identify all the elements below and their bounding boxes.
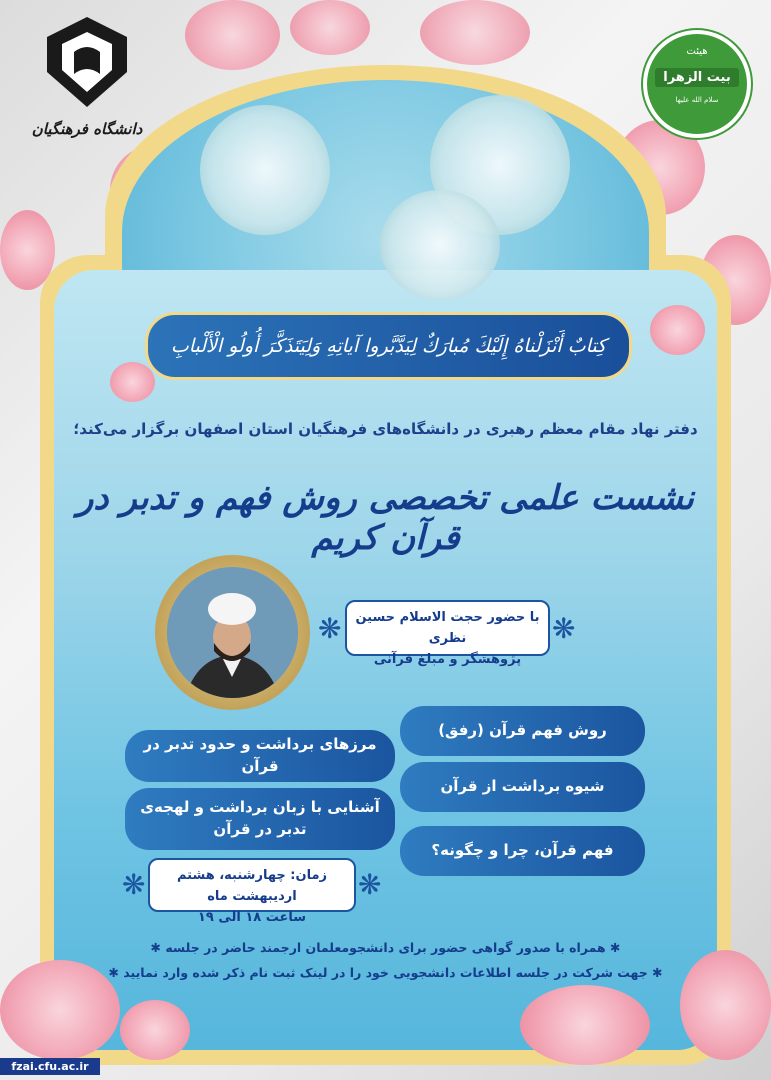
blossom-decoration [650, 305, 705, 355]
topic-pill: آشنایی با زبان برداشت و لهجه‌ی تدبر در قرآن [125, 788, 395, 850]
blossom-decoration [120, 1000, 190, 1060]
star-icon: ✱ [150, 940, 166, 955]
ornament-right: ❋ [358, 868, 382, 901]
pale-flower-decoration [200, 105, 330, 235]
quran-verse-banner: کِتابٌ أَنْزَلْناهُ إِلَیْكَ مُبارَكٌ لِیَدَّبَّروا آیاتِهِ وَلِیَتَذَکَّرَ أُولُو الْأَلْبابِ [145, 312, 632, 380]
book-emblem-icon [42, 12, 132, 112]
topic-pill: فهم قرآن، چرا و چگونه؟ [400, 826, 645, 876]
blossom-decoration [420, 0, 530, 65]
speaker-name: با حضور حجت الاسلام حسین نظری [355, 610, 540, 646]
university-logo [22, 12, 152, 152]
registration-note: ✱ جهت شرکت در جلسه اطلاعات دانشجویی خود را در لینک ثبت نام ذکر شده وارد نمایید ✱ [108, 965, 663, 980]
time-box [148, 858, 356, 925]
blossom-decoration [110, 362, 155, 402]
star-icon: ✱ [108, 965, 124, 980]
speaker-box [345, 600, 550, 667]
pale-flower-decoration [380, 190, 500, 300]
blossom-decoration [185, 0, 280, 70]
organizer-subtitle: دفتر نهاد مقام معظم رهبری در دانشگاه‌های فرهنگیان استان اصفهان برگزار می‌کند؛ [73, 420, 698, 438]
topic-pill: روش فهم قرآن (رفق) [400, 706, 645, 756]
website-link[interactable]: fzai.cfu.ac.ir [0, 1058, 100, 1075]
event-hours: ساعت ۱۸ الی ۱۹ [197, 909, 307, 925]
topic-pill: شیوه برداشت از قرآن [400, 762, 645, 812]
speaker-portrait [167, 567, 298, 698]
certificate-note: ✱ همراه با صدور گواهی حضور برای دانشجومعلمان ارجمند حاضر در جلسه ✱ [150, 940, 621, 955]
blossom-decoration [290, 0, 370, 55]
speaker-photo-icon [167, 567, 298, 698]
badge-line1: هیئت [686, 46, 708, 57]
topic-pill: مرزهای برداشت و حدود تدبر در قرآن [125, 730, 395, 782]
ornament-left: ❋ [122, 868, 146, 901]
blossom-decoration [520, 985, 650, 1065]
event-date: زمان: چهارشنبه، هشتم اردیبهشت ماه [176, 868, 328, 904]
speaker-role: پژوهشگر و مبلغ قرآنی [373, 651, 522, 667]
star-icon: ✱ [605, 940, 621, 955]
university-name: دانشگاه فرهنگیان [31, 120, 143, 138]
star-icon: ✱ [647, 965, 663, 980]
badge-line3: سلام الله علیها [675, 96, 719, 104]
event-title: نشست علمی تخصصی روش فهم و تدبر در قرآن کریم [76, 478, 695, 558]
heyat-badge [643, 30, 751, 138]
badge-line2: بیت الزهرا [655, 68, 739, 87]
ornament-right: ❋ [552, 612, 576, 645]
ornament-left: ❋ [318, 612, 342, 645]
